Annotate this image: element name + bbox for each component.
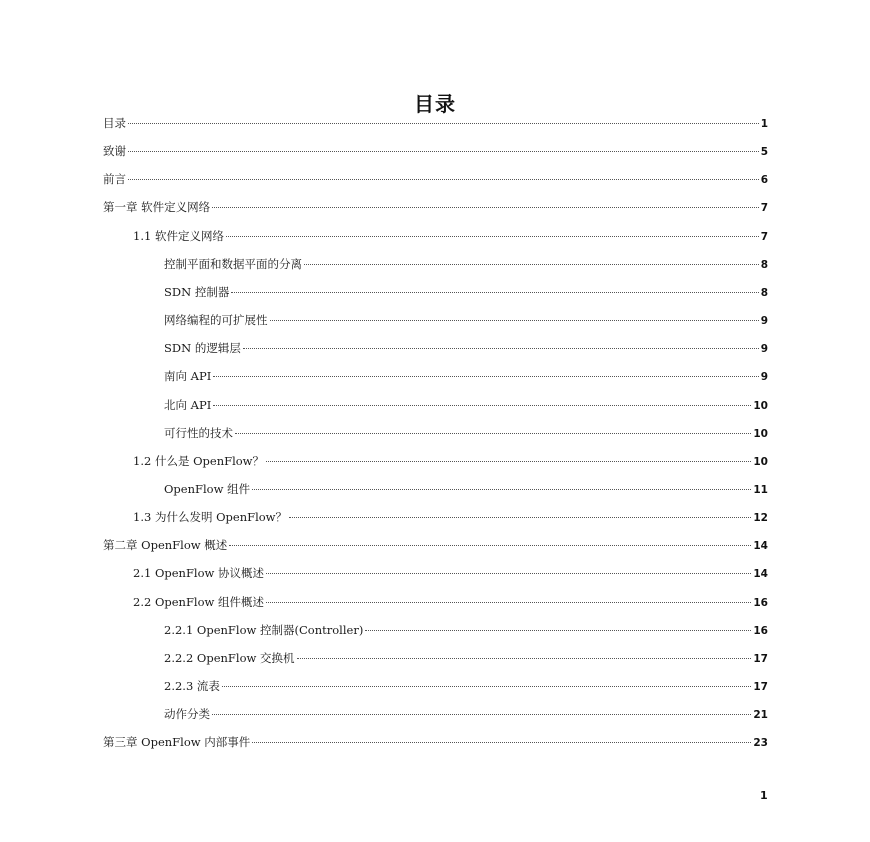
dot-leader <box>266 461 751 462</box>
toc-entry-label: 前言 <box>103 172 126 187</box>
toc-entry[interactable] <box>164 648 768 668</box>
toc-entry-label: 2.2 OpenFlow 组件概述 <box>133 594 265 609</box>
toc-entry-label: 第三章 OpenFlow 内部事件 <box>103 735 251 750</box>
toc-entry-page-number: 7 <box>760 202 768 215</box>
toc-entry[interactable] <box>164 704 768 724</box>
toc-entry[interactable] <box>133 451 768 471</box>
toc-entry-label: 第一章 软件定义网络 <box>103 200 211 215</box>
toc-entry-label: SDN 控制器 <box>164 284 230 299</box>
toc-entry-label: 目录 <box>103 116 126 130</box>
dot-leader <box>229 545 751 546</box>
toc-entry-page-number: 23 <box>753 737 768 750</box>
toc-entry[interactable] <box>103 169 768 189</box>
toc-entry-label: 南向 API <box>164 369 212 384</box>
toc-entry[interactable] <box>103 732 768 752</box>
toc-entry[interactable] <box>164 479 768 499</box>
toc-entry[interactable] <box>103 535 768 555</box>
toc-entry-page-number: 7 <box>760 230 768 243</box>
dot-leader <box>226 236 759 237</box>
dot-leader <box>213 376 758 377</box>
toc-entry[interactable] <box>133 592 768 612</box>
toc-entry[interactable] <box>164 423 768 443</box>
dot-leader <box>212 207 759 208</box>
toc-entry-page-number: 10 <box>753 399 768 412</box>
dot-leader <box>252 489 751 490</box>
dot-leader <box>128 123 759 124</box>
toc-entry-page-number: 16 <box>753 624 768 637</box>
toc-entry-page-number: 12 <box>753 512 768 525</box>
toc-entry-label: 第二章 OpenFlow 概述 <box>103 538 228 553</box>
toc-entry-page-number: 16 <box>753 596 768 609</box>
toc-entry-page-number: 17 <box>753 652 768 665</box>
toc-entry-label: OpenFlow 组件 <box>164 481 251 496</box>
toc-entry-page-number: 17 <box>753 681 768 693</box>
toc-entry[interactable] <box>164 366 768 386</box>
dot-leader <box>297 658 752 659</box>
toc-entry-label: 网络编程的可扩展性 <box>164 313 268 328</box>
toc-entry-label: SDN 的逻辑层 <box>164 341 241 356</box>
dot-leader <box>304 264 759 265</box>
toc-entry-label: 1.1 软件定义网络 <box>133 228 224 243</box>
toc-entry-page-number: 9 <box>760 343 768 356</box>
toc-entry-label: 2.1 OpenFlow 协议概述 <box>133 566 265 581</box>
toc-entry-label: 可行性的技术 <box>164 425 233 440</box>
toc-entry[interactable] <box>133 226 768 246</box>
toc-entry[interactable] <box>164 676 768 696</box>
toc-entry-page-number: 6 <box>760 174 768 187</box>
toc-entry[interactable] <box>164 620 768 640</box>
toc-entry-page-number: 10 <box>753 455 768 468</box>
dot-leader <box>128 179 759 180</box>
toc-entry-page-number: 8 <box>760 258 768 271</box>
dot-leader <box>365 630 751 631</box>
toc-entry-page-number: 5 <box>760 146 768 159</box>
toc-entry[interactable] <box>103 197 768 217</box>
dot-leader <box>212 714 751 715</box>
toc-entry-page-number: 8 <box>760 286 768 299</box>
toc-entry[interactable] <box>103 113 768 133</box>
dot-leader <box>266 602 751 603</box>
toc-entry[interactable] <box>164 310 768 330</box>
dot-leader <box>243 348 759 349</box>
toc-entry[interactable] <box>164 254 768 274</box>
toc-title: 目录 <box>414 92 456 116</box>
toc-entry-page-number: 11 <box>753 483 768 496</box>
toc-entry-label: 1.3 为什么发明 OpenFlow？ <box>133 510 288 525</box>
toc-entry-label: 致谢 <box>103 144 126 159</box>
toc-entry-page-number: 1 <box>760 118 768 130</box>
toc-entry-label: 控制平面和数据平面的分离 <box>164 256 302 271</box>
page-number: 1 <box>760 789 768 802</box>
toc-entry-label: 2.2.2 OpenFlow 交换机 <box>164 650 295 665</box>
toc-entry-page-number: 9 <box>760 315 768 328</box>
dot-leader <box>266 573 751 574</box>
dot-leader <box>128 151 759 152</box>
toc-entry[interactable] <box>103 141 768 161</box>
toc-entry-page-number: 9 <box>760 371 768 384</box>
toc-entry-label: 动作分类 <box>164 707 210 722</box>
dot-leader <box>222 686 751 687</box>
toc-entry-page-number: 21 <box>753 709 768 722</box>
toc-entry[interactable] <box>133 563 768 583</box>
toc-entry-label: 2.2.3 流表 <box>164 679 220 693</box>
toc-entry[interactable] <box>164 395 768 415</box>
toc-entry-label: 1.2 什么是 OpenFlow？ <box>133 453 265 468</box>
toc-entry-page-number: 14 <box>753 568 768 581</box>
dot-leader <box>235 433 751 434</box>
toc-entry[interactable] <box>164 338 768 358</box>
dot-leader <box>213 405 751 406</box>
dot-leader <box>270 320 759 321</box>
toc-entry[interactable] <box>164 282 768 302</box>
toc-entry-label: 2.2.1 OpenFlow 控制器(Controller) <box>164 622 364 637</box>
dot-leader <box>231 292 758 293</box>
toc-entry-label: 北向 API <box>164 397 212 412</box>
toc-entry-page-number: 10 <box>753 427 768 440</box>
toc-entry[interactable] <box>133 507 768 527</box>
toc-entry-page-number: 14 <box>753 540 768 553</box>
dot-leader <box>252 742 751 743</box>
dot-leader <box>289 517 751 518</box>
